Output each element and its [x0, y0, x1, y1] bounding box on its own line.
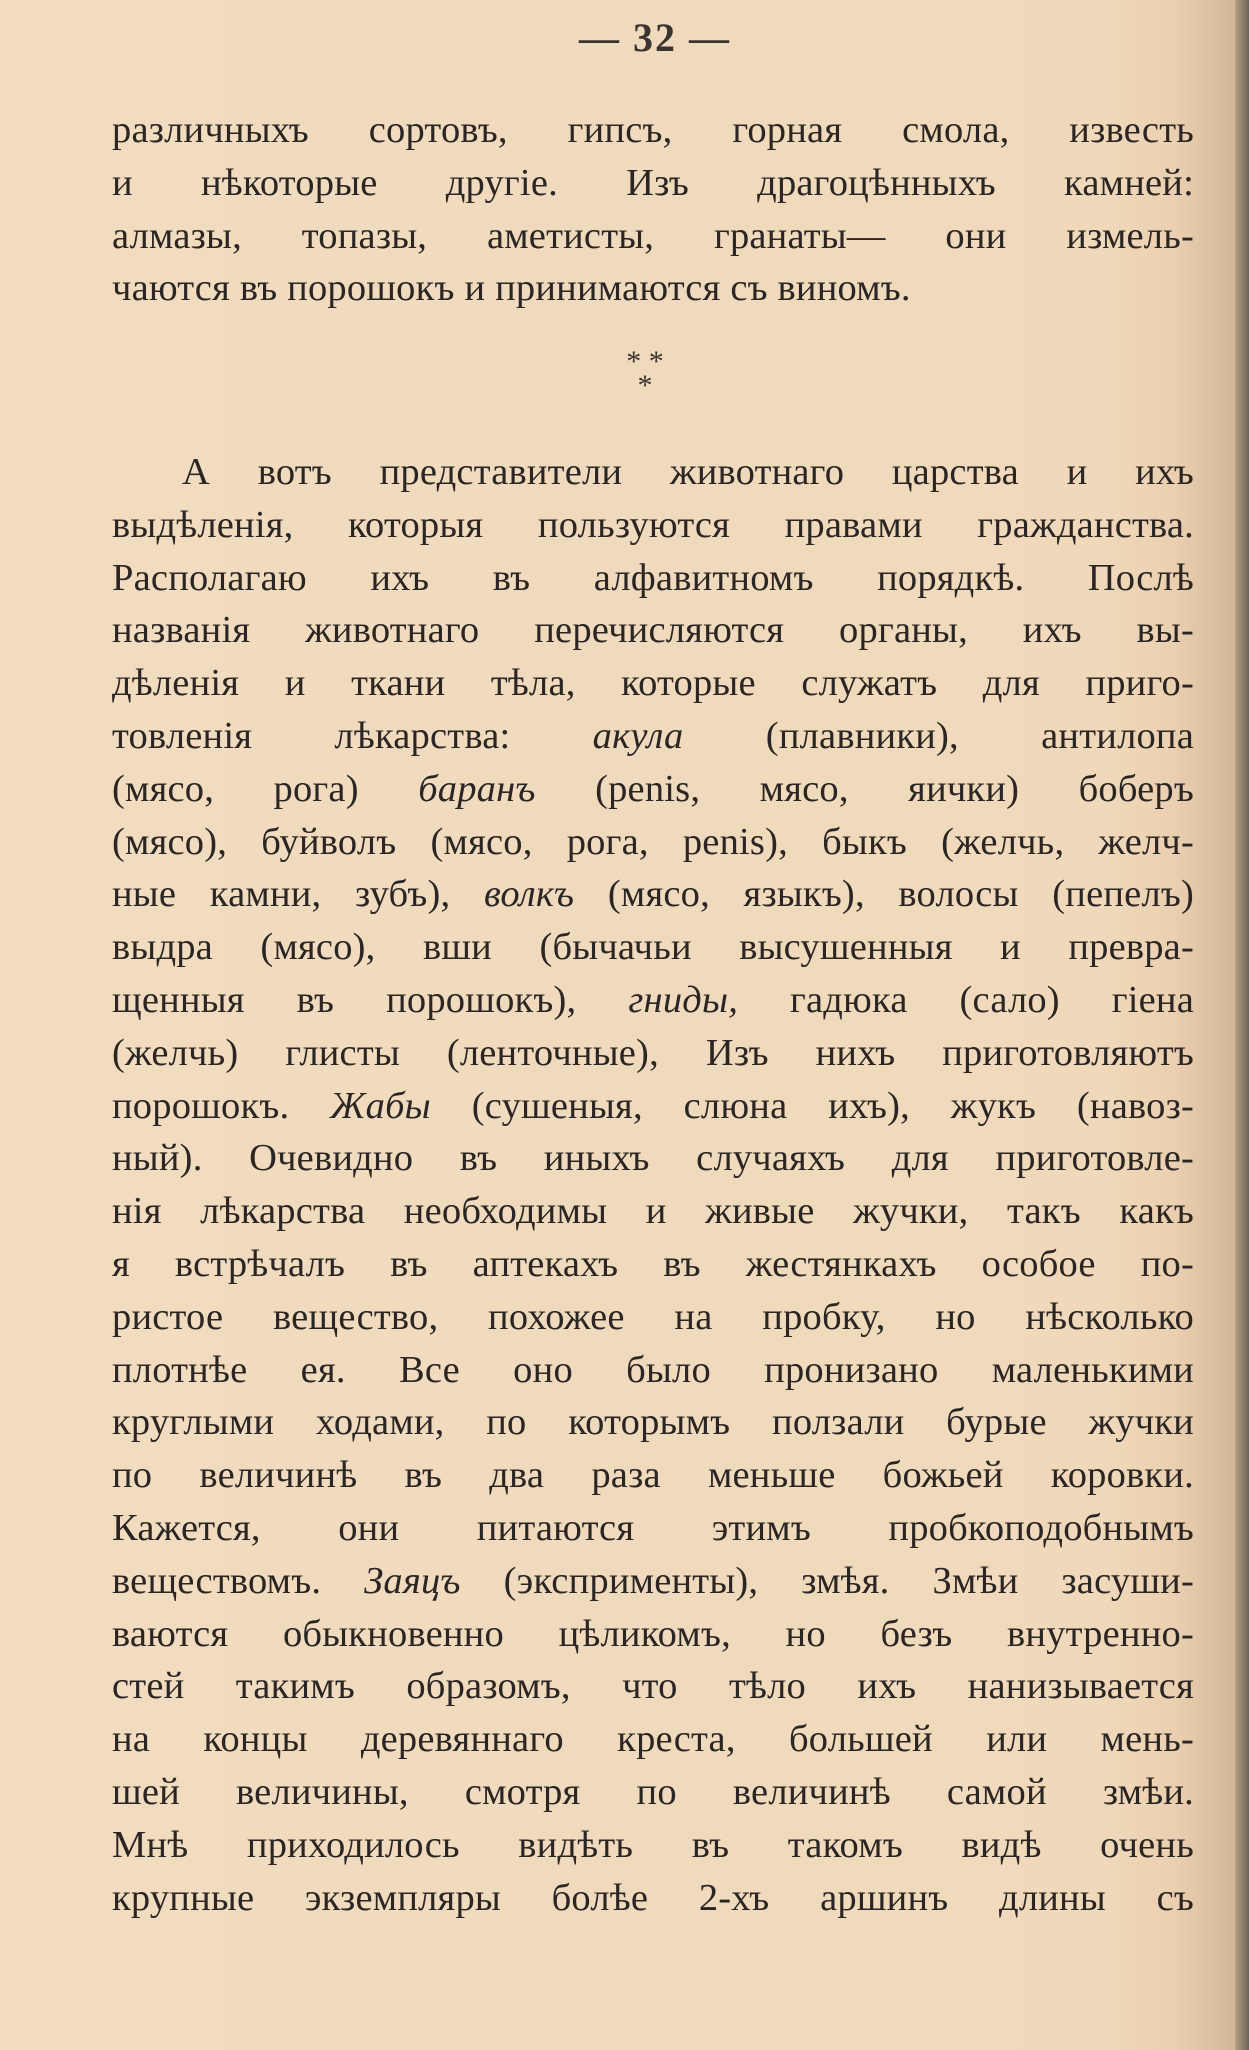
text-line: крупные экземпляры болѣе 2-хъ аршинъ длины съ: [112, 1876, 1194, 1919]
text-line: и нѣкоторые другіе. Изъ драгоцѣнныхъ камней:: [112, 161, 1194, 204]
text-line: [112, 1080, 1194, 1133]
text-line: я встрѣчалъ въ аптекахъ въ жестянкахъ особое по-: [112, 1242, 1194, 1285]
paragraph-1: [112, 104, 1194, 315]
text-line: круглыми ходами, по которымъ ползали бурые жучки: [112, 1401, 1194, 1444]
text-line: ристое вещество, похожее на пробку, но нѣсколько: [112, 1295, 1194, 1338]
text-line: [112, 868, 1194, 921]
text-run: товленія лѣкарства:: [112, 714, 511, 757]
text-line: нія лѣкарства необходимы и живые жучки, такъ какъ: [112, 1190, 1194, 1233]
text-run: ные камни, зубъ),: [112, 873, 451, 916]
emphasized-term: волкъ: [483, 873, 575, 916]
emphasized-term: Жабы: [330, 1084, 431, 1127]
text-line: А вотъ представители животнаго царства и ихъ: [182, 451, 1194, 493]
text-line: [112, 974, 1194, 1027]
text-line: различныхъ сортовъ, гипсъ, горная смола, известь: [112, 109, 1194, 151]
text-line: Располагаю ихъ въ алфавитномъ порядкѣ. Послѣ: [112, 556, 1194, 599]
text-line: [112, 763, 1194, 816]
text-line: стей такимъ образомъ, что тѣло ихъ нанизывается: [112, 1665, 1194, 1708]
text-line: выдѣленія, которыя пользуются правами гражданства.: [112, 503, 1194, 546]
text-line: ный). Очевидно въ иныхъ случаяхъ для приготовле-: [112, 1137, 1194, 1180]
section-asterism: [605, 345, 685, 402]
paragraph-2: [112, 446, 1194, 1924]
text-line: чаются въ порошокъ и принимаются съ виномъ.: [112, 267, 911, 310]
asterism-bottom: *: [637, 369, 653, 402]
text-run: веществомъ.: [112, 1559, 322, 1602]
text-line: Мнѣ приходилось видѣть въ такомъ видѣ очень: [112, 1823, 1194, 1866]
text-line: [112, 710, 1194, 763]
text-run: порошокъ.: [112, 1084, 290, 1127]
text-line: ваются обыкновенно цѣликомъ, но безъ внутренно-: [112, 1612, 1194, 1655]
text-line: названія животнаго перечисляются органы, ихъ вы-: [112, 609, 1194, 652]
text-line: выдра (мясо), вши (бычачьи высушенныя и превра-: [112, 926, 1194, 969]
emphasized-term: баранъ: [418, 767, 536, 810]
text-line: шей величины, смотря по величинѣ самой змѣи.: [112, 1770, 1194, 1813]
emphasized-term: Заяцъ: [364, 1559, 461, 1602]
text-run: щенныя въ порошокъ),: [112, 978, 577, 1021]
text-run: гадюка (сало) гіена: [789, 978, 1195, 1021]
text-run: (penis, мясо, яички) боберъ: [595, 767, 1194, 810]
text-line: плотнѣе ея. Все оно было пронизано маленькими: [112, 1348, 1194, 1391]
emphasized-term: гниды,: [628, 978, 739, 1021]
page-number: — 32 —: [579, 15, 731, 60]
text-run: (плавники), антилопа: [765, 714, 1195, 757]
text-line: (мясо), буйволъ (мясо, рога, penis), быкъ (желчь, желч-: [112, 820, 1194, 863]
text-run: (эксприменты), змѣя. Змѣи засуши-: [503, 1559, 1194, 1602]
text-line: дѣленія и ткани тѣла, которые служатъ для приго-: [112, 662, 1194, 705]
text-line: Кажется, они питаются этимъ пробкоподобнымъ: [112, 1506, 1194, 1549]
page-edge-shadow: [1235, 0, 1249, 2050]
emphasized-term: акула: [592, 714, 684, 757]
text-line: [112, 1555, 1194, 1608]
text-run: (мясо, языкъ), волосы (пепелъ): [607, 873, 1194, 916]
text-line: (желчь) глисты (ленточные), Изъ нихъ приготовляютъ: [112, 1031, 1194, 1074]
text-run: (мясо, рога): [112, 767, 359, 810]
asterism-top: * *: [626, 345, 664, 378]
text-line: алмазы, топазы, аметисты, гранаты— они измель-: [112, 214, 1194, 257]
text-run: (сушеныя, слюна ихъ), жукъ (навоз-: [471, 1084, 1195, 1127]
text-line: по величинѣ въ два раза меньше божьей коровки.: [112, 1454, 1194, 1497]
text-line: на концы деревяннаго креста, большей или мень-: [112, 1718, 1194, 1761]
